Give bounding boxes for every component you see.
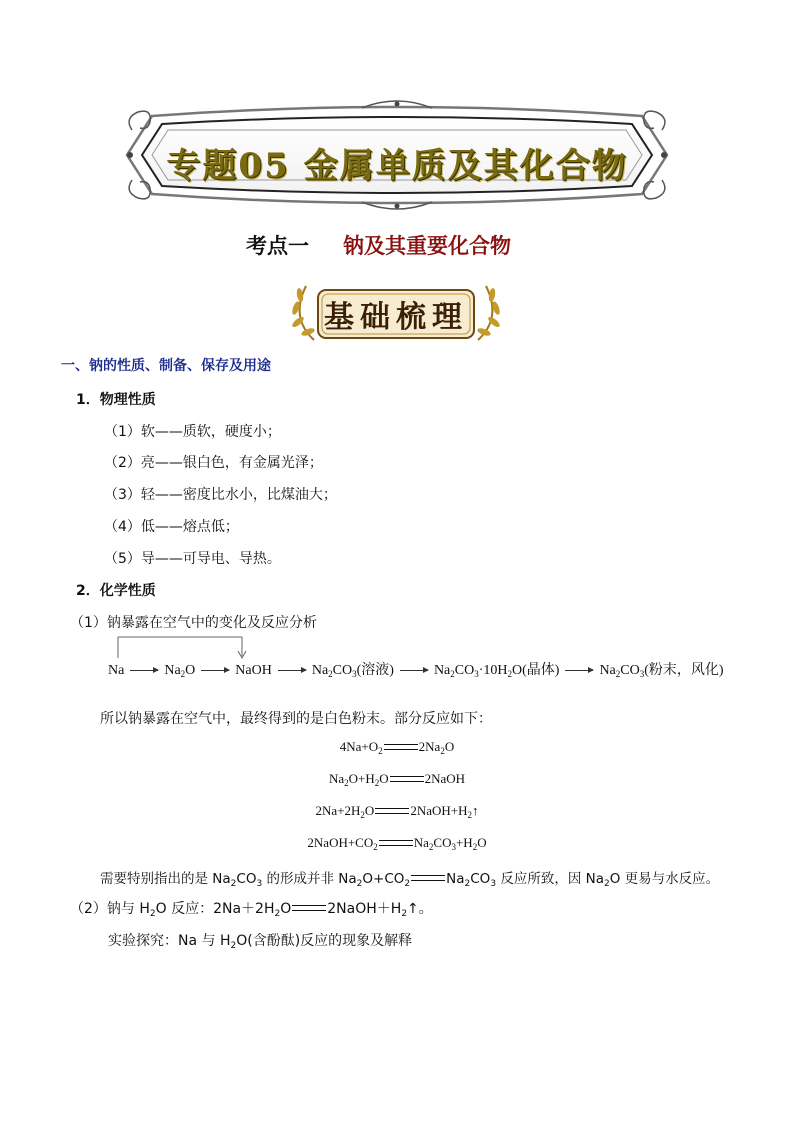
subsection-title: （1）钠暴露在空气中的变化及反应分析 (70, 615, 317, 631)
topic-title: 专题05 金属单质及其化合物 (166, 146, 628, 186)
flow-step: $Na_2O$ (164, 663, 196, 679)
physical-item: （3）轻——密度比水小，比煤油大； (104, 487, 337, 503)
kaodian-number: 考点一 (246, 234, 309, 258)
equation: $2Na+2H_2O$ $2NaOH+H_2↑$ (315, 803, 479, 820)
flow-step: $Na_2CO_3\cdot 10H_2O$(晶体) (433, 663, 560, 679)
equation: $4Na+O_2$ $2Na_2O$ (339, 739, 455, 756)
flow-step: Na (108, 663, 125, 678)
flow-step: $Na_2CO_3$(粉末，风化) (599, 663, 724, 679)
physical-properties-heading: 1．物理性质 (76, 392, 156, 408)
experiment-text: 实验探究：Na 与 $H_2O$(含酚酞)反应的现象及解释 (108, 933, 413, 951)
oxidation-flow (108, 659, 724, 679)
physical-item: （1）软——质软，硬度小； (104, 424, 281, 440)
equation: $Na_2O+H_2O$ 2NaOH (328, 771, 466, 788)
physical-item: （2）亮——银白色，有金属光泽； (104, 455, 323, 471)
arrow-icon (400, 670, 428, 671)
bypass-arrow (112, 634, 252, 660)
kaodian-topic: 钠及其重要化合物 (343, 234, 511, 258)
arrow-icon (201, 670, 229, 671)
basics-badge-label: 基础梳理 (324, 300, 468, 335)
physical-item: （4）低——熔点低； (104, 519, 239, 535)
conclusion-text: 所以钠暴露在空气中，最终得到的是白色粉末。部分反应如下： (100, 711, 492, 727)
subsection-title: （2）钠与 $H_2O$ 反应：$2Na+2H_2O$ $2NaOH+H_2↑$。 (70, 901, 433, 919)
flow-step: NaOH (235, 663, 272, 678)
equation: $2NaOH+CO_2$ $Na_2CO_3+H_2O$ (307, 835, 487, 852)
section-heading: 一、钠的性质、制备、保存及用途 (61, 358, 271, 374)
chemical-properties-heading: 2．化学性质 (76, 583, 156, 599)
physical-item: （5）导——可导电、导热。 (104, 551, 281, 567)
arrow-icon (130, 670, 158, 671)
kaodian-heading (246, 230, 511, 260)
flow-step: $Na_2CO_3$(溶液) (311, 663, 394, 679)
arrow-icon (565, 670, 593, 671)
note-text: 需要特别指出的是 $Na_2CO_3$ 的形成并非 $Na_2O+CO_2$ $Na_2CO_3$ 反应所致，因 $Na_2O$ 更易与水反应。 (100, 871, 720, 889)
arrow-icon (278, 670, 306, 671)
